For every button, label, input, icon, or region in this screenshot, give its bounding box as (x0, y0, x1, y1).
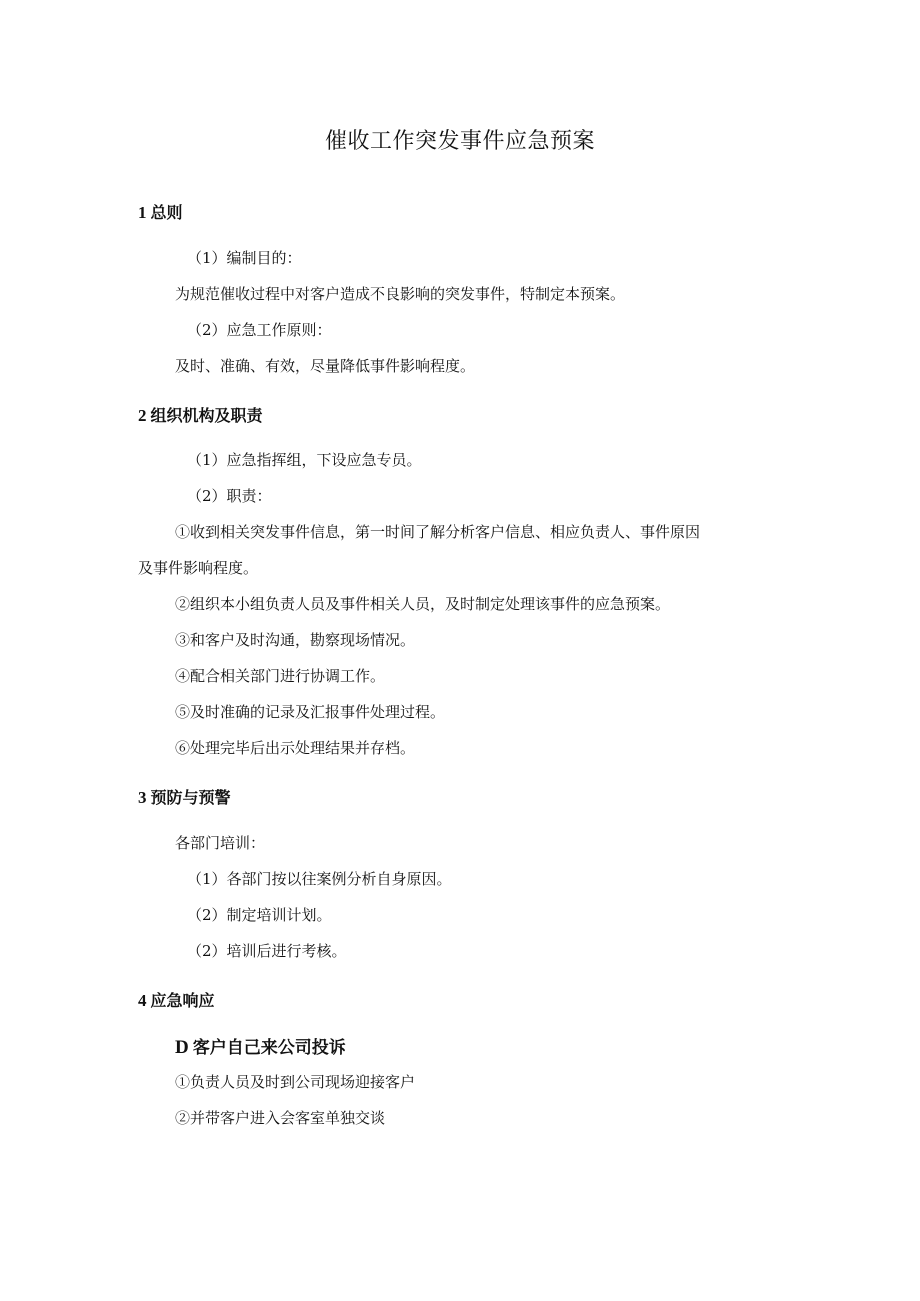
paragraph-line: ⑤及时准确的记录及汇报事件处理过程。 (175, 703, 446, 721)
paragraph-line: （1）应急指挥组，下设应急专员。 (187, 451, 422, 469)
paragraph-line: 各部门培训： (175, 834, 266, 852)
section-heading-2 (138, 403, 263, 426)
section-heading-3 (138, 785, 231, 808)
paragraph-line: 为规范催收过程中对客户造成不良影响的突发事件，特制定本预案。 (175, 285, 626, 303)
section-number: 4 (138, 991, 147, 1010)
paragraph-line: （2）制定培训计划。 (187, 906, 332, 924)
subsection-title: 客户自己来公司投诉 (192, 1038, 346, 1058)
section-number: 2 (138, 406, 147, 425)
section-number: 3 (138, 788, 147, 807)
paragraph-line: ③和客户及时沟通，勘察现场情况。 (175, 631, 416, 649)
paragraph-line: （2）职责： (187, 487, 272, 505)
paragraph-line: ⑥处理完毕后出示处理结果并存档。 (175, 739, 416, 757)
subsection-letter: D (175, 1037, 189, 1058)
section-title: 应急响应 (150, 991, 215, 1010)
paragraph-line: （2）应急工作原则： (187, 321, 332, 339)
subsection-heading (175, 1033, 346, 1059)
paragraph-line: （1）各部门按以往案例分析自身原因。 (187, 870, 452, 888)
section-title: 总则 (150, 203, 183, 222)
paragraph-line: ②并带客户进入会客室单独交谈 (175, 1109, 386, 1127)
paragraph-line: （2）培训后进行考核。 (187, 942, 347, 960)
paragraph-line: 及时、准确、有效，尽量降低事件影响程度。 (175, 357, 476, 375)
paragraph-line: （1）编制目的： (187, 249, 302, 267)
section-title: 组织机构及职责 (150, 406, 263, 425)
paragraph-line: ④配合相关部门进行协调工作。 (175, 667, 386, 685)
section-number: 1 (138, 203, 147, 222)
page-title: 催收工作突发事件应急预案 (324, 129, 595, 154)
section-heading-4 (138, 988, 215, 1011)
paragraph-line: ②组织本小组负责人员及事件相关人员，及时制定处理该事件的应急预案。 (175, 595, 671, 613)
paragraph-line: ①负责人员及时到公司现场迎接客户 (175, 1073, 416, 1091)
section-heading-1 (138, 200, 183, 223)
paragraph-line: 及事件影响程度。 (138, 559, 259, 577)
paragraph-line: ①收到相关突发事件信息，第一时间了解分析客户信息、相应负责人、事件原因 (175, 523, 701, 541)
section-title: 预防与预警 (150, 788, 231, 807)
